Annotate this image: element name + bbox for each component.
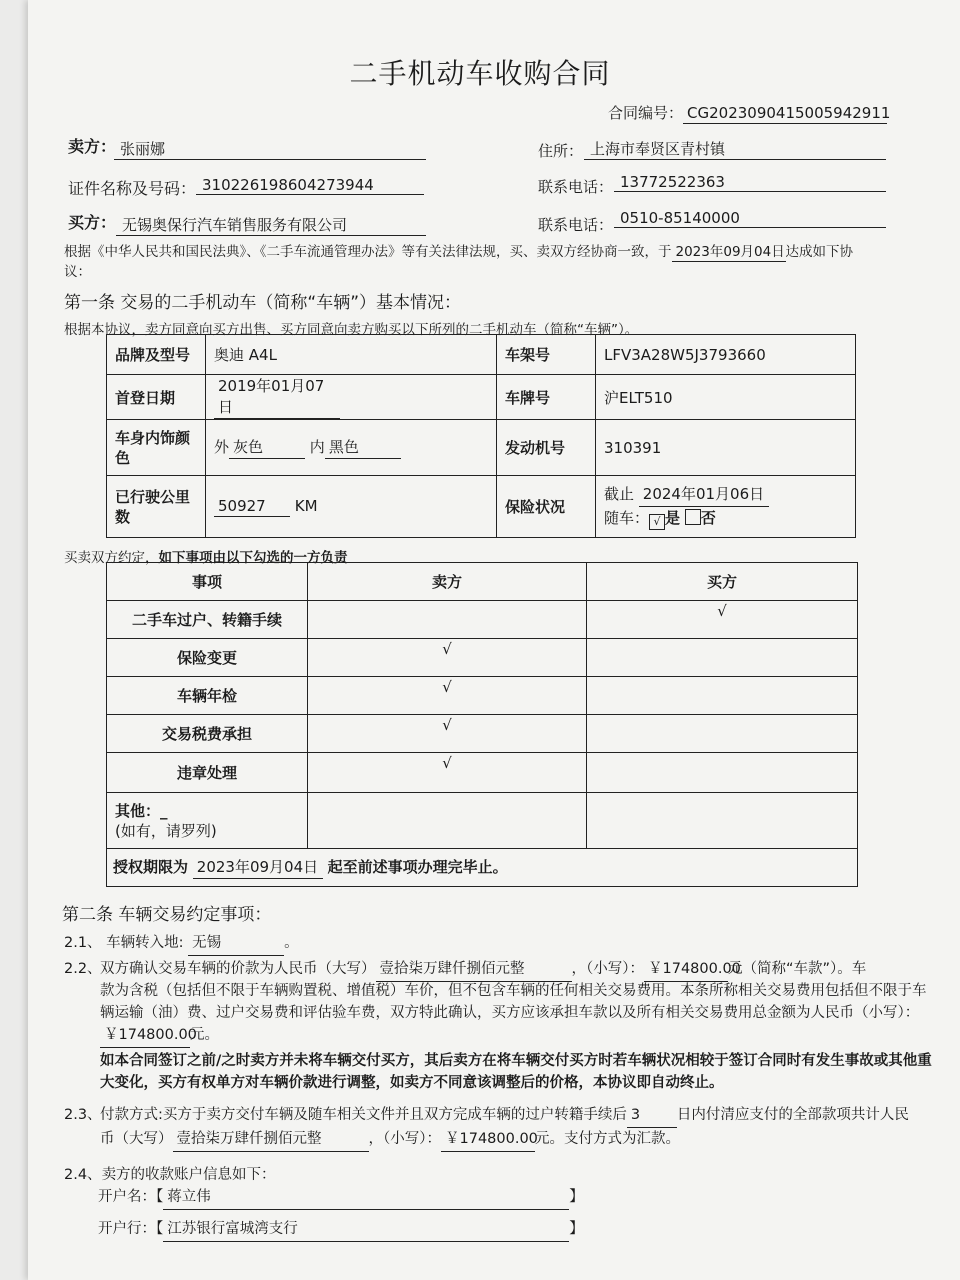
insurance-value	[596, 476, 856, 538]
buyer-label: 买方：	[68, 213, 117, 232]
account-bank: 江苏银行富城湾支行	[163, 1218, 569, 1242]
buyer-phone-label: 联系电话：	[538, 216, 614, 234]
table-row	[107, 601, 858, 639]
brand-value: 奥迪 A4L	[206, 335, 497, 375]
clause-2-3-line2-b: ，（小写）：	[368, 1131, 441, 1147]
row-item: 交易税费承担	[107, 715, 308, 753]
plate-value: 沪ELT510	[596, 375, 856, 420]
contract-no-value: CG2023090415005942911	[683, 104, 887, 124]
buyer-phone: 0510-85140000	[614, 209, 886, 228]
color-label-line2: 色	[115, 448, 131, 467]
article-1-title: 第一条 交易的二手机动车（简称“车辆”）基本情况：	[64, 293, 462, 313]
table-row	[107, 677, 858, 715]
payment-lowercase: ￥174800.00	[441, 1128, 535, 1152]
background-paper-edge	[0, 0, 30, 1280]
contract-no	[608, 102, 891, 124]
intro-line-2: 议：	[64, 264, 91, 280]
seller-name: 张丽娜	[114, 138, 426, 160]
clause-2-2-text-c: 元（简称“车款”）。车	[728, 961, 867, 977]
insurance-with-label: 随车：	[604, 509, 650, 527]
account-bank-label: 开户行：【	[98, 1221, 164, 1237]
agreement-date: 2023年09月04日	[672, 240, 786, 262]
clause-2-2-bold-line2: 大变化，买方有权单方对车辆价款进行调整，如卖方不同意该调整后的价格，本协议即自动终止。	[100, 1075, 724, 1091]
other-seller	[308, 793, 587, 849]
clause-2-1-label: 车辆转入地:	[106, 935, 184, 951]
insurance-date: 2024年01月06日	[639, 483, 769, 507]
bracket-close: 】	[569, 1221, 584, 1237]
clause-2-2-text: 双方确认交易车辆的价款为人民币（大写）	[100, 961, 376, 977]
authorization-cell	[107, 849, 858, 887]
clause-2-3-text: 付款方式:买方于卖方交付车辆及随车相关文件并且双方完成车辆的过户转籍手续后	[100, 1107, 627, 1123]
color-value	[206, 420, 497, 476]
row-buyer-mark: √	[587, 601, 858, 639]
clause-2-3-line2-a: 币（大写）	[100, 1131, 173, 1147]
mileage-value: 50927	[214, 497, 290, 517]
header-buyer: 买方	[587, 563, 858, 601]
clause-2-1-tail: 。	[284, 935, 299, 951]
yes-label: 是	[665, 509, 681, 527]
mileage-unit: KM	[294, 496, 318, 515]
bracket-close: 】	[569, 1189, 584, 1205]
clause-2-2-line2: 款为含税（包括但不限于车辆购置税、增值税）车价，但不包含车辆的任何相关交易费用。本条所称相关交易费用包括但不限于车	[100, 983, 927, 999]
seller-address: 上海市奉贤区青村镇	[584, 138, 886, 160]
clause-2-1-no: 2.1、	[64, 935, 102, 951]
transfer-destination: 无锡	[188, 932, 284, 956]
clause-2-2-line4	[100, 1024, 219, 1048]
clause-2-2-bold-line1: 如本合同签订之前/之时卖方并未将车辆交付买方，其后卖方在将车辆交付买方时若车辆状况相较于签订合同时有发生事故或其他重	[100, 1053, 932, 1069]
payment-uppercase: 壹拾柒万肆仟捌佰元整	[173, 1128, 369, 1152]
row-item: 车辆年检	[107, 677, 308, 715]
row-seller-mark: √	[308, 639, 587, 677]
vin-value: LFV3A28W5J3793660	[596, 335, 856, 375]
color-label-line1: 车身内饰颜	[115, 428, 191, 447]
seller-id-label: 证件名称及号码：	[68, 179, 197, 198]
plate-label: 车牌号	[497, 375, 596, 420]
intro-text: 根据《中华人民共和国民法典》、《二手车流通管理办法》等有关法律法规，买、卖双方经协商一致，于	[64, 244, 672, 260]
vehicle-info-table	[106, 334, 856, 538]
account-name: 蒋立伟	[163, 1186, 569, 1210]
header-item: 事项	[107, 563, 308, 601]
mileage-label-line2: 数	[115, 507, 131, 526]
seller-phone-label: 联系电话：	[538, 178, 614, 196]
row-item: 二手车过户、转籍手续	[107, 601, 308, 639]
auth-tail: 起至前述事项办理完毕止。	[327, 858, 508, 876]
row-buyer-mark	[587, 715, 858, 753]
table-row	[107, 639, 858, 677]
clause-2-3-no: 2.3、	[64, 1107, 102, 1123]
row-item: 保险变更	[107, 639, 308, 677]
page-title: 二手机动车收购合同	[349, 57, 611, 90]
reg-date-cell	[206, 375, 497, 420]
mileage-cell	[206, 476, 497, 538]
no-checkbox[interactable]	[685, 509, 701, 525]
article-1-intro: 根据本协议，卖方同意向买方出售、买方同意向卖方购买以下所列的二手机动车（简称“车辆”）。	[64, 322, 639, 338]
auth-label: 授权期限为	[113, 858, 189, 876]
authorization-row	[107, 849, 858, 887]
brand-label: 品牌及型号	[107, 335, 206, 375]
vin-label: 车架号	[497, 335, 596, 375]
clause-2-4-label: 卖方的收款账户信息如下：	[101, 1167, 276, 1183]
no-label: 否	[700, 509, 716, 527]
account-name-label: 开户名：【	[98, 1189, 164, 1205]
insurance-prefix: 截止	[604, 485, 635, 503]
clause-2-3-text-b: 日内付清应支付的全部款项共计人民	[676, 1107, 909, 1123]
interior-color: 黑色	[325, 436, 401, 459]
clause-2-2-text-b: ，（小写）：	[571, 961, 644, 977]
row-seller-mark: √	[308, 677, 587, 715]
exterior-prefix: 外	[214, 438, 230, 456]
contract-no-label: 合同编号：	[608, 104, 684, 122]
clause-2-3-line2-c: 元。支付方式为汇款。	[535, 1131, 680, 1147]
clause-2-3-line1	[100, 1104, 909, 1128]
account-bank-row	[98, 1218, 584, 1242]
table-row	[107, 715, 858, 753]
clause-2-4	[64, 1164, 276, 1186]
yes-checkbox[interactable]: √	[649, 514, 665, 530]
reg-date-value: 2019年01月07日	[214, 375, 340, 419]
seller-address-label: 住所：	[538, 142, 584, 160]
clause-2-1	[64, 932, 299, 956]
table-row-other	[107, 793, 858, 849]
row-seller-mark: √	[308, 753, 587, 793]
total-amount: ￥174800.00	[100, 1024, 190, 1048]
account-name-row	[98, 1186, 584, 1210]
intro-line	[64, 240, 853, 262]
table-row	[107, 753, 858, 793]
engine-label: 发动机号	[497, 420, 596, 476]
color-label	[107, 420, 206, 476]
mileage-label-line1: 已行驶公里	[115, 487, 191, 506]
clause-2-4-no: 2.4、	[64, 1167, 102, 1183]
row-seller-mark	[308, 601, 587, 639]
interior-prefix: 内	[309, 438, 325, 456]
intro-text-tail: 达成如下协	[785, 244, 853, 260]
clause-2-2-no: 2.2、	[64, 961, 102, 977]
insurance-label: 保险状况	[497, 476, 596, 538]
row-buyer-mark	[587, 639, 858, 677]
clause-2-2-line1	[100, 958, 866, 982]
row-item: 违章处理	[107, 753, 308, 793]
clause-2-2-line3: 辆运输（油）费、过户交易费和评估验车费，双方特此确认，买方应该承担车款以及所有相关交易费用总金额为人民币（小写）：	[100, 1005, 920, 1021]
clause-2-2-line4-tail: 元。	[190, 1027, 219, 1043]
row-buyer-mark	[587, 753, 858, 793]
responsibility-table	[106, 562, 858, 887]
duty-intro-text: 买卖双方约定，	[64, 550, 159, 566]
seller-id: 310226198604273944	[196, 176, 424, 195]
header-seller: 卖方	[308, 563, 587, 601]
article-2-title: 第二条 车辆交易约定事项：	[62, 905, 272, 925]
price-lowercase: ￥174800.00	[644, 958, 728, 982]
engine-value: 310391	[596, 420, 856, 476]
other-label: 其他：_	[115, 801, 168, 820]
buyer-name: 无锡奥保行汽车销售服务有限公司	[116, 214, 426, 236]
other-cell	[107, 793, 308, 849]
seller-label: 卖方：	[68, 137, 117, 156]
seller-phone: 13772522363	[614, 173, 886, 192]
exterior-color: 灰色	[229, 436, 305, 459]
payment-days: 3	[627, 1104, 677, 1128]
mileage-label	[107, 476, 206, 538]
other-note: (如有，请罗列)	[115, 821, 217, 840]
row-seller-mark: √	[308, 715, 587, 753]
other-buyer	[587, 793, 858, 849]
row-buyer-mark	[587, 677, 858, 715]
reg-date-label: 首登日期	[107, 375, 206, 420]
duty-intro-bold: 如下事项由以下勾选的一方负责	[158, 550, 348, 566]
price-uppercase: 壹拾柒万肆仟捌佰元整	[376, 958, 572, 982]
clause-2-3-line2	[100, 1128, 680, 1152]
auth-date: 2023年09月04日	[193, 856, 323, 879]
